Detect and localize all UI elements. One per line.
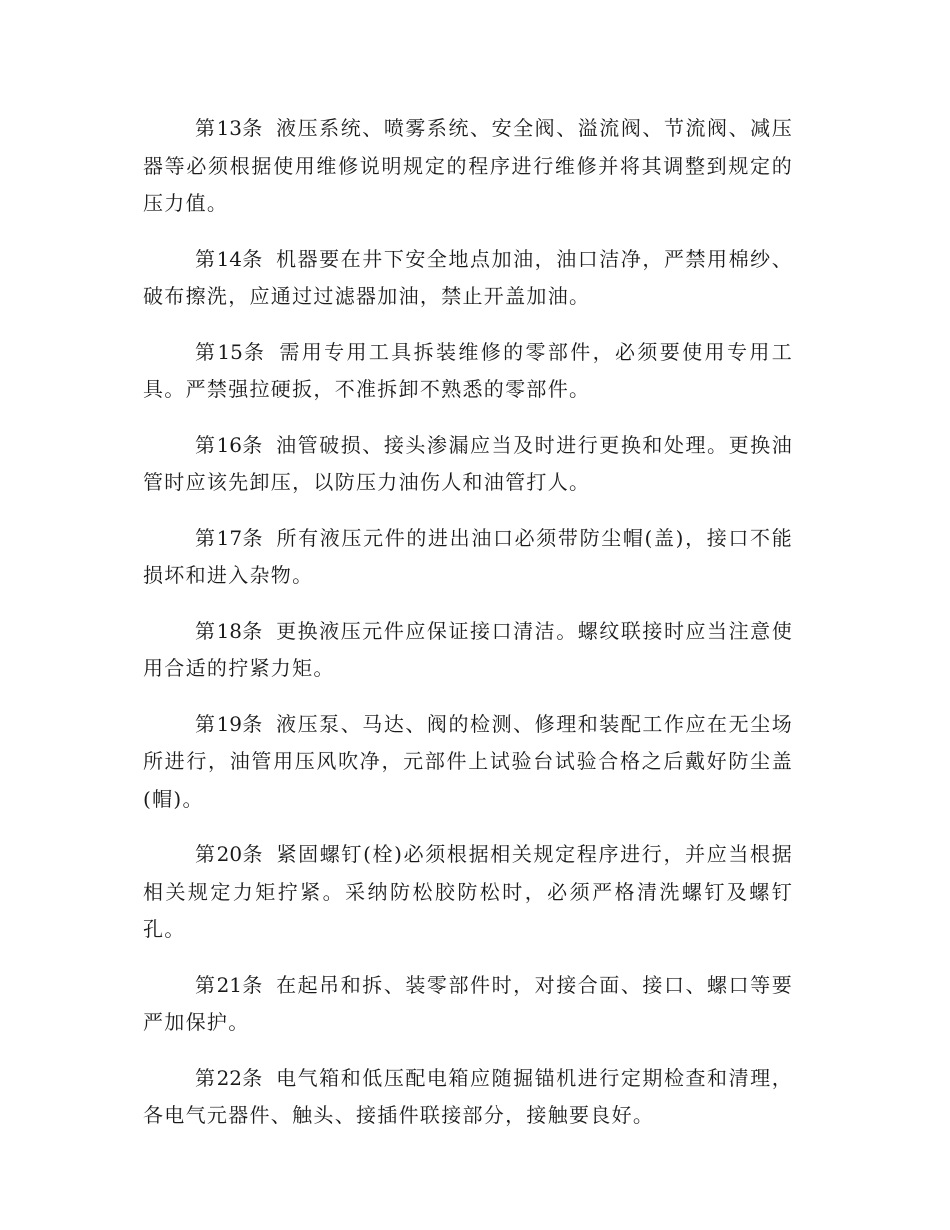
article-label-suffix: 条 [242, 116, 264, 140]
article-16 [143, 427, 793, 502]
article-label-suffix: 条 [242, 525, 265, 550]
article-17 [143, 520, 793, 595]
article-label-prefix: 第 [195, 525, 217, 550]
article-label-suffix: 条 [242, 618, 264, 643]
article-label-suffix: 条 [242, 972, 264, 997]
article-label-suffix: 条 [242, 339, 267, 364]
article-20 [143, 836, 793, 949]
article-label-prefix: 第 [195, 1065, 217, 1090]
article-text: 更换液压元件应保证接口清洁。螺纹联接时应当注意使用合适的拧紧力矩。 [143, 618, 793, 680]
article-label-prefix: 第 [195, 432, 217, 457]
article-14 [143, 241, 793, 316]
article-number: 22 [216, 1065, 243, 1090]
article-label-prefix: 第 [195, 618, 217, 643]
article-text: 在起吊和拆、装零部件时，对接合面、接口、螺口等要严加保护。 [143, 972, 793, 1034]
article-text: 紧固螺钉(栓)必须根据相关规定程序进行，并应当根据相关规定力矩拧紧。采纳防松胶防松时，必须严格清洗螺钉及螺钉孔。 [143, 842, 793, 941]
article-label-prefix: 第 [195, 711, 217, 736]
article-label-prefix: 第 [195, 116, 217, 140]
article-number: 21 [216, 972, 243, 997]
article-13 [143, 110, 793, 223]
article-label-prefix: 第 [195, 246, 217, 271]
article-number: 14 [216, 246, 243, 271]
article-number: 20 [216, 842, 243, 866]
article-label-prefix: 第 [195, 842, 217, 866]
article-label-suffix: 条 [242, 1065, 264, 1090]
article-22 [143, 1060, 793, 1135]
article-label-suffix: 条 [242, 711, 264, 736]
article-number: 19 [216, 711, 243, 736]
article-number: 18 [216, 618, 243, 643]
article-text: 油管破损、接头渗漏应当及时进行更换和处理。更换油管时应该先卸压，以防压力油伤人和油管打人。 [143, 432, 793, 494]
article-18 [143, 613, 793, 688]
article-number: 15 [217, 339, 243, 364]
article-number: 16 [216, 432, 243, 457]
article-text: 需用专用工具拆装维修的零部件，必须要使用专用工具。严禁强拉硬扳，不准拆卸不熟悉的零部件。 [143, 339, 793, 401]
article-text: 机器要在井下安全地点加油，油口洁净，严禁用棉纱、破布擦洗，应通过过滤器加油，禁止开盖加油。 [143, 246, 793, 308]
article-21 [143, 967, 793, 1042]
article-number: 17 [216, 525, 243, 550]
article-label-suffix: 条 [242, 842, 265, 866]
article-text: 电气箱和低压配电箱应随掘锚机进行定期检查和清理，各电气元器件、触头、接插件联接部分，接触要良好。 [143, 1065, 793, 1127]
article-text: 液压泵、马达、阀的检测、修理和装配工作应在无尘场所进行，油管用压风吹净，元部件上试验台试验合格之后戴好防尘盖(帽)。 [143, 711, 793, 811]
article-label-suffix: 条 [242, 432, 264, 457]
article-label-suffix: 条 [242, 246, 264, 271]
article-label-prefix: 第 [195, 972, 217, 997]
article-text: 液压系统、喷雾系统、安全阀、溢流阀、节流阀、减压器等必须根据使用维修说明规定的程序进行维修并将其调整到规定的压力值。 [143, 116, 793, 215]
article-label-prefix: 第 [195, 339, 218, 364]
article-15 [143, 334, 793, 409]
article-text: 所有液压元件的进出油口必须带防尘帽(盖)，接口不能损坏和进入杂物。 [143, 525, 793, 587]
article-number: 13 [216, 116, 243, 140]
document-body [143, 110, 793, 1153]
article-19 [143, 706, 793, 819]
